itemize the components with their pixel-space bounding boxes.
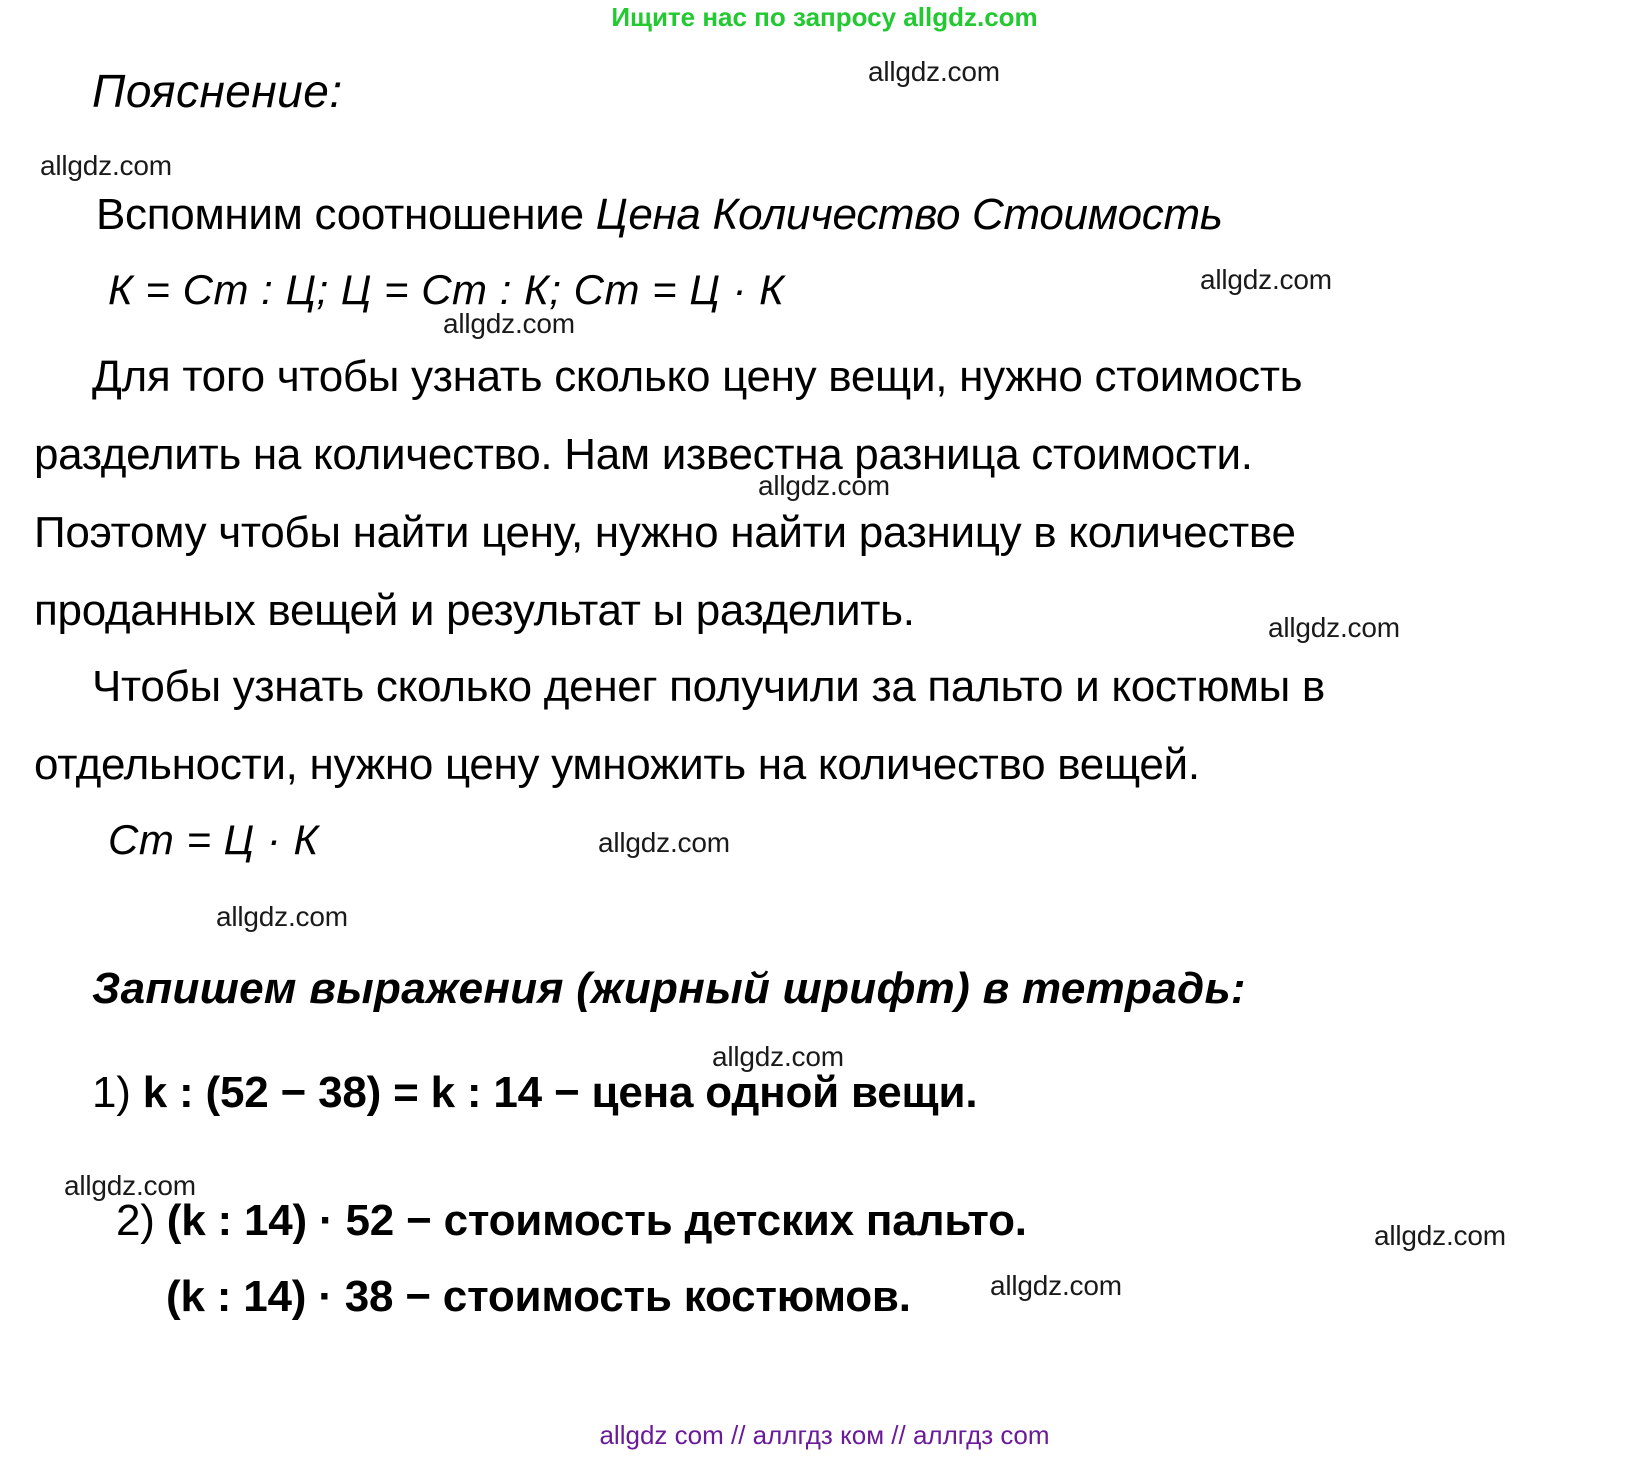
watermark-12: allgdz.com — [990, 1270, 1122, 1301]
watermark-5: allgdz.com — [758, 470, 890, 501]
watermark-1: allgdz.com — [868, 56, 1000, 87]
paragraph-2-line-1: Чтобы узнать сколько денег получили за пальто и костюмы в — [92, 662, 1325, 711]
expression-row-3 — [166, 1272, 911, 1322]
relation-line — [96, 190, 1223, 240]
paragraph-1-line-4: проданных вещей и результат ы разделить. — [34, 586, 915, 635]
expression-body-2: (k : 14) · 52 − стоимость детских пальто. — [166, 1196, 1027, 1245]
expression-body-3: (k : 14) · 38 − стоимость костюмов. — [166, 1272, 911, 1321]
subheading: Запишем выражения (жирный шрифт) в тетрадь: — [92, 964, 1246, 1013]
watermark-8: allgdz.com — [216, 901, 348, 932]
watermark-11: allgdz.com — [1374, 1220, 1506, 1251]
page-title: Пояснение: — [92, 65, 343, 117]
paragraph-2-line-2: отдельности, нужно цену умножить на количество вещей. — [34, 740, 1200, 789]
formula-cost: Ст = Ц · К — [108, 816, 319, 863]
relation-intro: Вспомним соотношение — [96, 190, 596, 239]
watermark-4: allgdz.com — [443, 308, 575, 339]
paragraph-1-line-3: Поэтому чтобы найти цену, нужно найти разницу в количестве — [34, 508, 1296, 557]
watermark-3: allgdz.com — [1200, 264, 1332, 295]
promo-banner: Ищите нас по запросу allgdz.com — [611, 2, 1038, 32]
expression-row-2 — [116, 1196, 1027, 1246]
paragraph-1-line-2: разделить на количество. Нам известна разница стоимости. — [34, 430, 1253, 479]
footer-text: allgdz com // аллгдз ком // аллгдз com — [599, 1420, 1050, 1450]
formula-line: К = Ст : Ц; Ц = Ст : К; Ст = Ц · К — [108, 266, 785, 313]
expression-marker-1: 1) — [92, 1068, 131, 1117]
expression-marker-2: 2) — [116, 1196, 155, 1245]
watermark-7: allgdz.com — [598, 827, 730, 858]
paragraph-1-line-1: Для того чтобы узнать сколько цену вещи, нужно стоимость — [92, 352, 1303, 401]
watermark-2: allgdz.com — [40, 150, 172, 181]
watermark-9: allgdz.com — [712, 1041, 844, 1072]
expression-row-1 — [92, 1068, 977, 1118]
expression-body-1: k : (52 − 38) = k : 14 − цена одной вещи. — [142, 1068, 978, 1117]
watermark-6: allgdz.com — [1268, 612, 1400, 643]
watermark-10: allgdz.com — [64, 1170, 196, 1201]
relation-terms: Цена Количество Стоимость — [595, 190, 1223, 239]
